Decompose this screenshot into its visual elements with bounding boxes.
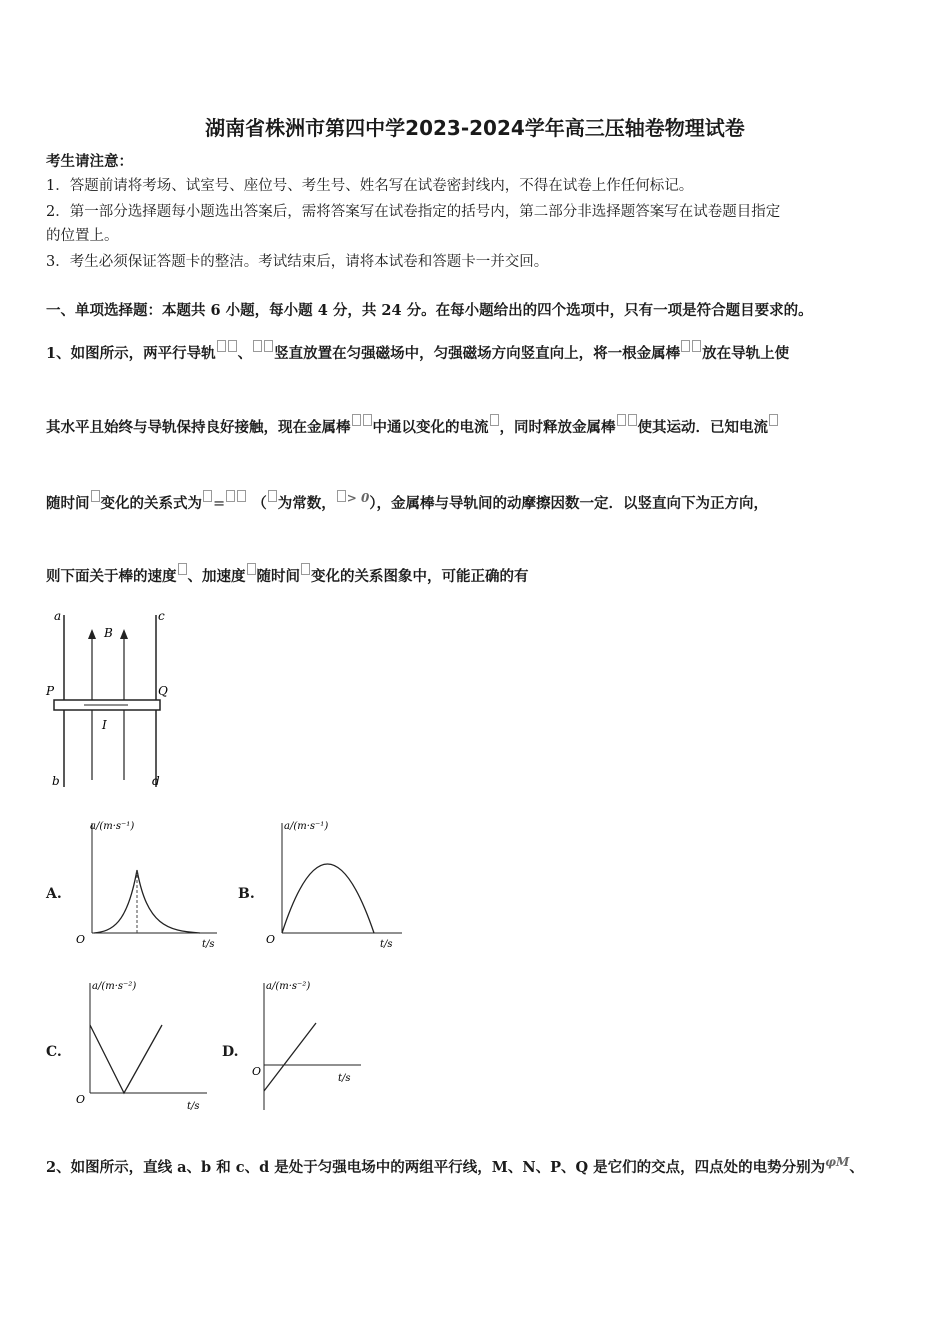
label-b: b: [52, 774, 60, 788]
q1-line-1: 1、如图所示，两平行导轨 、 竖直放置在匀强磁场中，匀强磁场方向竖直向上，将一根金属棒 放在导轨上使: [46, 340, 789, 364]
q1-line-4: 则下面关于棒的速度 、加速度 随时间 变化的关系图象中，可能正确的有: [46, 563, 529, 587]
a-origin: O: [76, 933, 86, 946]
d-origin: O: [252, 1065, 262, 1078]
option-c-label: C.: [46, 1044, 62, 1060]
q1-line-3: 随时间 变化的关系式为 = （ 为常数， $^{> 0}$），金属棒与导轨间的动摩擦因数一定．以竖直向下为正方向，: [46, 491, 769, 512]
notice-item-2: 2．第一部分选择题每小题选出答案后，需将答案写在试卷指定的括号内，第二部分非选择题答案写在试卷题目指定: [46, 204, 781, 220]
c-ylabel: a/(m·s⁻²): [92, 981, 137, 992]
label-c: c: [158, 609, 165, 623]
notice-item-1: 1．答题前请将考场、试室号、座位号、考生号、姓名写在试卷密封线内，不得在试卷上作任何标记。: [46, 178, 694, 194]
section-heading: 一、单项选择题：本题共 6 小题，每小题 4 分，共 24 分。在每小题给出的四个选项中，只有一项是符合题目要求的。: [46, 302, 813, 319]
rail-figure: [40, 605, 180, 795]
label-a: a: [54, 609, 62, 623]
d-xlabel: t/s: [338, 1073, 351, 1084]
q2-line-1: 2、如图所示，直线 a、b 和 c、d 是处于匀强电场中的两组平行线，M、N、P、Q 是它们的交点，四点处的电势分别为$^{\varphi M}$、: [46, 1155, 864, 1176]
option-b-graph: [262, 815, 412, 950]
option-b-label: B.: [238, 886, 255, 902]
option-a-graph: [72, 815, 222, 950]
page-title: 湖南省株洲市第四中学2023-2024学年高三压轴卷物理试卷: [205, 116, 745, 140]
label-Q: Q: [158, 684, 168, 698]
a-xlabel: t/s: [202, 939, 215, 950]
c-origin: O: [76, 1093, 86, 1106]
label-B: B: [104, 626, 113, 640]
label-d: d: [152, 774, 160, 788]
label-I: I: [102, 718, 107, 732]
q1-line-2: 其水平且始终与导轨保持良好接触，现在金属棒 中通以变化的电流 ，同时释放金属棒 使其运动．已知电流: [46, 414, 779, 438]
notice-heading: 考生请注意：: [46, 153, 133, 170]
option-d-label: D.: [222, 1044, 239, 1060]
label-P: P: [46, 684, 55, 698]
b-xlabel: t/s: [380, 939, 393, 950]
a-ylabel: a/(m·s⁻¹): [90, 821, 135, 832]
c-xlabel: t/s: [187, 1101, 200, 1112]
d-ylabel: a/(m·s⁻²): [266, 981, 311, 992]
b-origin: O: [266, 933, 276, 946]
option-a-label: A.: [46, 886, 62, 902]
b-ylabel: a/(m·s⁻¹): [284, 821, 329, 832]
option-c-graph: [72, 975, 212, 1113]
notice-item-2-cont: 的位置上。: [46, 228, 119, 244]
notice-item-3: 3．考生必须保证答题卡的整洁。考试结束后，请将本试卷和答题卡一并交回。: [46, 254, 549, 270]
option-d-graph: [246, 975, 366, 1113]
